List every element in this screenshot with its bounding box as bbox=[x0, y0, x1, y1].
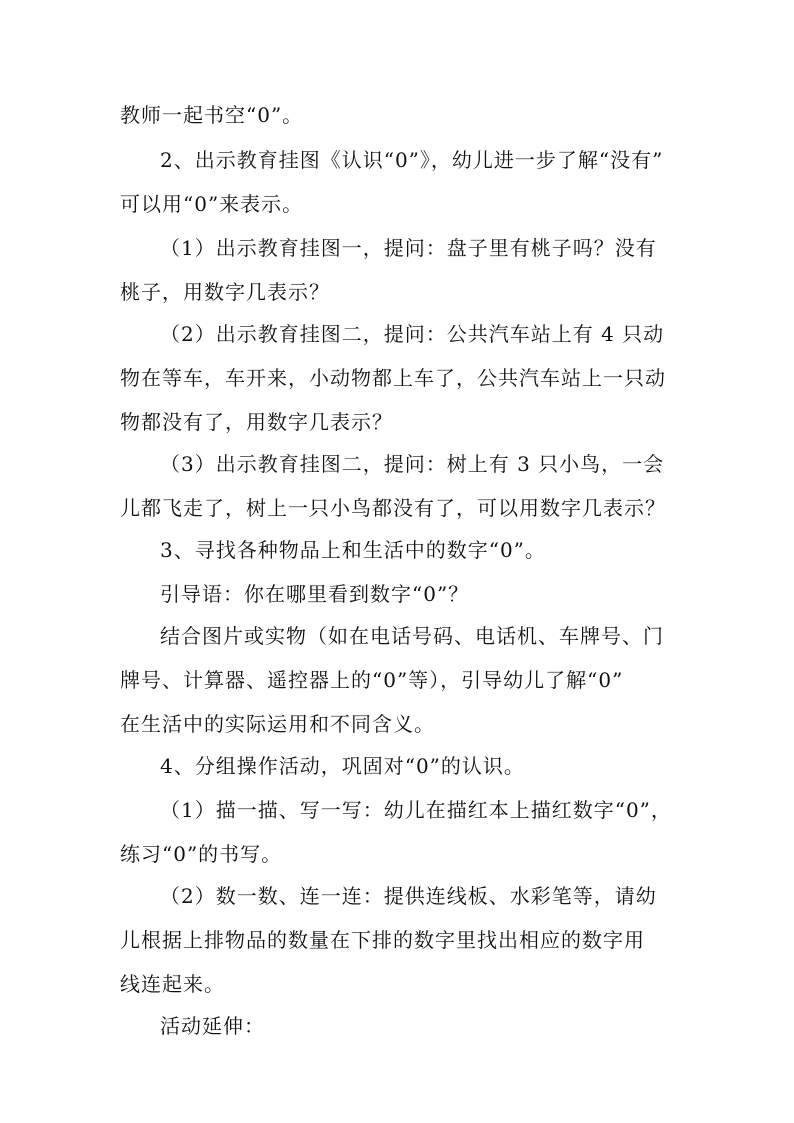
text-line: 可以用“0”来表示。 bbox=[120, 192, 304, 216]
text-line: 牌号、计算器、遥控器上的“0”等），引导幼儿了解“0” bbox=[120, 668, 624, 692]
text-line: （2）出示教育挂图二，提问：公共汽车站上有 4 只动 bbox=[160, 322, 665, 346]
text-line: （2）数一数、连一连：提供连线板、水彩笔等，请幼 bbox=[160, 884, 657, 908]
text-line: 4、分组操作活动，巩固对“0”的认识。 bbox=[160, 754, 525, 778]
text-line: 儿都飞走了，树上一只小鸟都没有了，可以用数字几表示？ bbox=[120, 496, 666, 520]
text-line: 线连起来。 bbox=[120, 972, 225, 996]
text-line: 物在等车，车开来，小动物都上车了，公共汽车站上一只动 bbox=[120, 366, 666, 390]
text-line: 结合图片或实物（如在电话号码、电话机、车牌号、门 bbox=[160, 624, 664, 648]
text-line: （1）出示教育挂图一，提问：盘子里有桃子吗？没有 bbox=[160, 236, 657, 260]
text-line: 桃子，用数字几表示？ bbox=[120, 280, 330, 304]
text-line: 在生活中的实际运用和不同含义。 bbox=[120, 712, 435, 736]
text-line: 儿根据上排物品的数量在下排的数字里找出相应的数字用 bbox=[120, 928, 645, 952]
text-line: 教师一起书空“0”。 bbox=[120, 103, 304, 127]
text-line: 2、出示教育挂图《认识“0”》，幼儿进一步了解“没有” bbox=[160, 148, 664, 172]
text-line: （3）出示教育挂图二，提问：树上有 3 只小鸟，一会 bbox=[160, 452, 665, 476]
text-line: 引导语：你在哪里看到数字“0”？ bbox=[160, 582, 470, 606]
text-line: 练习“0”的书写。 bbox=[120, 842, 283, 866]
text-line: 物都没有了，用数字几表示？ bbox=[120, 410, 393, 434]
text-line: 活动延伸： bbox=[160, 1014, 265, 1038]
text-line: （1）描一描、写一写：幼儿在描红本上描红数字“0”， bbox=[160, 798, 672, 822]
text-line: 3、寻找各种物品上和生活中的数字“0”。 bbox=[160, 538, 546, 562]
